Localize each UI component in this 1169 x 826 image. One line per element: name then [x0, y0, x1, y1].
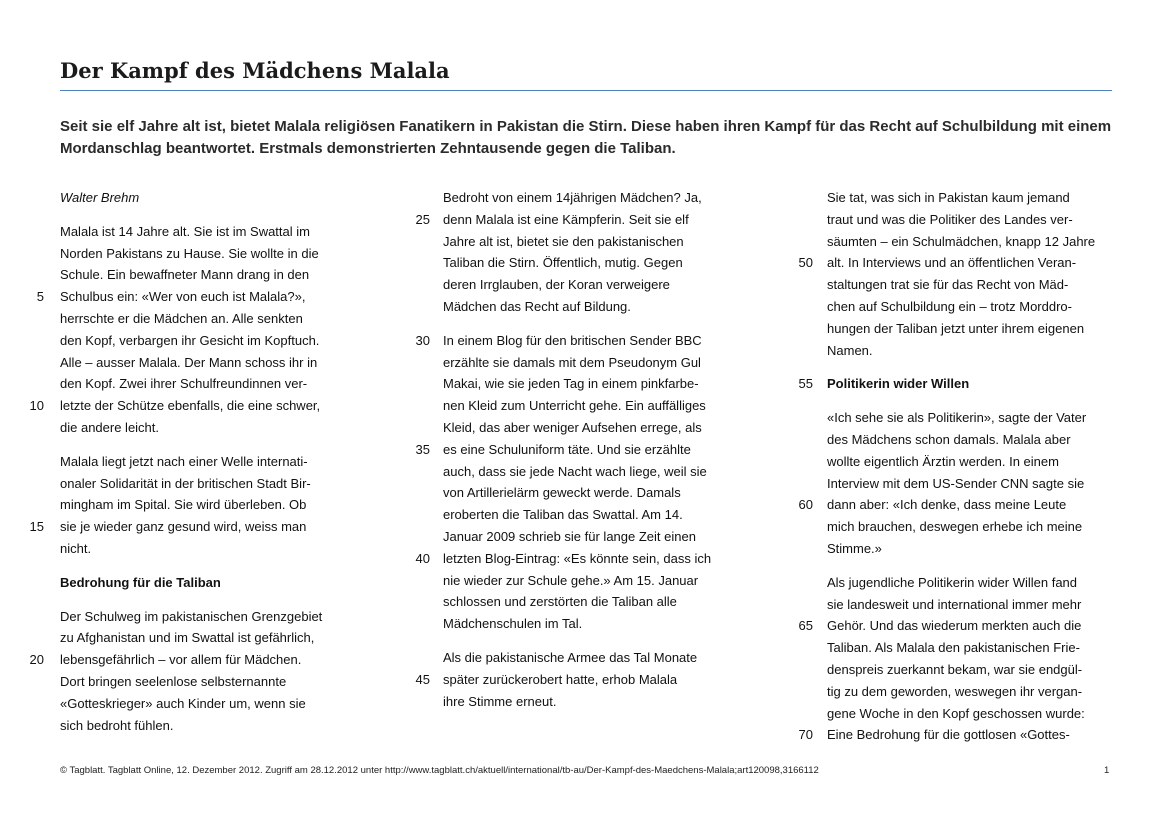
text-line: erzählte sie damals mit dem Pseudonym Gul [443, 354, 701, 370]
paragraph-gap [827, 395, 1095, 407]
text-line: Makai, wie sie jeden Tag in einem pinkfarbe- [443, 376, 699, 392]
paragraph [827, 407, 1095, 560]
text-line: es eine Schuluniform täte. Und sie erzählte [443, 441, 691, 457]
line-number: 35 [415, 441, 430, 457]
paragraph-gap [60, 560, 322, 572]
paragraph [827, 187, 1095, 361]
text-line: Gehör. Und das wiederum merkten auch die [827, 618, 1082, 634]
paragraph [60, 221, 322, 439]
text-line: sich bedroht fühlen. [60, 717, 174, 733]
text-line: Politikerin wider Willen [827, 376, 970, 392]
paragraph-gap [60, 594, 322, 606]
paragraph-gap [443, 318, 711, 330]
text-line: Interview mit dem US-Sender CNN sagte sie [827, 475, 1085, 491]
paragraph-gap [827, 560, 1095, 572]
paragraph [443, 330, 711, 635]
section-heading [827, 373, 1095, 395]
text-line: onaler Solidarität in der britischen Stadt Bir- [60, 475, 311, 491]
text-line: Als die pakistanische Armee das Tal Monate [443, 649, 698, 665]
text-line: Eine Bedrohung für die gottlosen «Gottes- [827, 727, 1070, 743]
text-line: säumten – ein Schulmädchen, knapp 12 Jahre [827, 233, 1096, 249]
text-line: wollte eigentlich Ärztin werden. In einem [827, 453, 1059, 469]
title-divider [60, 90, 1112, 91]
text-line: chen auf Schulbildung ein – trotz Morddro- [827, 298, 1072, 314]
text-line: letzte der Schütze ebenfalls, die eine schwer, [60, 398, 321, 414]
text-line: auch, dass sie jede Nacht wach liege, weil sie [443, 463, 707, 479]
paragraph-gap [60, 439, 322, 451]
text-line: Januar 2009 schrieb sie für lange Zeit einen [443, 528, 696, 544]
paragraph-gap [60, 209, 322, 221]
text-line: Schule. Ein bewaffneter Mann drang in den [60, 267, 310, 283]
paragraph [60, 451, 322, 560]
text-line: nicht. [60, 540, 92, 556]
text-line: mingham im Spital. Sie wird überleben. Ob [60, 497, 307, 513]
text-line: Norden Pakistans zu Hause. Sie wollte in die [60, 245, 319, 261]
text-line: Mädchen das Recht auf Bildung. [443, 298, 631, 314]
text-line: dann aber: «Ich denke, dass meine Leute [827, 497, 1067, 513]
paragraph [443, 647, 711, 712]
paragraph-gap [443, 635, 711, 647]
text-line: alt. In Interviews und an öffentlichen Veran- [827, 255, 1077, 271]
text-line: Bedrohung für die Taliban [60, 574, 221, 590]
text-line: Malala liegt jetzt nach einer Welle internati- [60, 453, 308, 469]
text-line: Kleid, das aber weniger Aufsehen errege, als [443, 419, 702, 435]
line-number: 30 [415, 332, 430, 348]
text-line: Dort bringen seelenlose selbsternannte [60, 673, 287, 689]
text-line: deren Irrglauben, der Koran verweigere [443, 277, 670, 293]
paragraph [827, 572, 1095, 746]
text-line: sie je wieder ganz gesund wird, weiss man [60, 519, 307, 535]
page-number: 1 [1104, 765, 1110, 776]
text-line: traut und was die Politiker des Landes ver- [827, 211, 1073, 227]
source-citation: © Tagblatt. Tagblatt Online, 12. Dezember 2012. Zugriff am 28.12.2012 unter http://www.tagblatt.ch/aktuell/international/tb-au/Der-Kampf-des-Maedchens-Malala;art120098,3166112 [60, 765, 819, 776]
text-line: Der Schulweg im pakistanischen Grenzgebiet [60, 608, 323, 624]
line-number: 15 [29, 519, 44, 535]
line-number: 50 [798, 255, 813, 271]
text-line: tig zu dem geworden, weswegen ihr vergan- [827, 683, 1083, 699]
line-number: 60 [798, 497, 813, 513]
text-line: des Mädchens schon damals. Malala aber [827, 431, 1071, 447]
text-line: nie wieder zur Schule gehe.» Am 15. Januar [443, 572, 699, 588]
text-line: später zurückerobert hatte, erhob Malala [443, 671, 678, 687]
text-line: «Gotteskrieger» auch Kinder um, wenn sie [60, 695, 306, 711]
line-number: 25 [415, 211, 430, 227]
line-number: 5 [36, 289, 44, 305]
text-line: sie landesweit und international immer mehr [827, 596, 1082, 612]
line-number: 65 [798, 618, 813, 634]
text-line: Taliban. Als Malala den pakistanischen Frie- [827, 640, 1080, 656]
text-line: Mädchenschulen im Tal. [443, 616, 583, 632]
line-number: 70 [798, 727, 813, 743]
paragraph [60, 606, 322, 737]
text-line: letzten Blog-Eintrag: «Es könnte sein, dass ich [443, 550, 712, 566]
text-line: In einem Blog für den britischen Sender BBC [443, 332, 702, 348]
text-line: Sie tat, was sich in Pakistan kaum jemand [827, 190, 1070, 205]
text-line: Schulbus ein: «Wer von euch ist Malala?», [60, 289, 306, 305]
text-line: Namen. [827, 342, 873, 358]
text-line: den Kopf, verbargen ihr Gesicht im Kopftuch. [60, 332, 320, 348]
text-line: denspreis zuerkannt bekam, war sie endgül- [827, 661, 1083, 677]
line-number: 40 [415, 550, 430, 566]
text-column-1 [60, 187, 322, 736]
text-line: mich brauchen, deswegen erhebe ich meine [827, 519, 1083, 535]
text-line: die andere leicht. [60, 419, 160, 435]
line-number: 55 [798, 376, 813, 392]
article-title: Der Kampf des Mädchens Malala [60, 58, 450, 83]
article-lead: Seit sie elf Jahre alt ist, bietet Malala religiösen Fanatikern in Pakistan die Stirn. Diese haben ihren Kampf für das Recht auf Schulbildung mit einem Mordanschlag beantwortet. Erstmals demonstrierten Zehntausende gegen die Taliban. [60, 118, 1112, 157]
text-line: Walter Brehm [60, 190, 140, 205]
line-number: 45 [415, 671, 430, 687]
text-line: Bedroht von einem 14jährigen Mädchen? Ja, [443, 190, 702, 205]
text-line: schlossen und zerstörten die Taliban alle [443, 594, 677, 610]
text-line: Taliban die Stirn. Öffentlich, mutig. Gegen [443, 255, 683, 271]
text-line: von Artillerielärm geweckt werde. Damals [443, 485, 681, 501]
section-heading [60, 572, 322, 594]
line-number: 20 [29, 652, 44, 668]
text-line: Alle – ausser Malala. Der Mann schoss ihr in [60, 354, 318, 370]
text-line: eroberten die Taliban das Swattal. Am 14. [443, 507, 683, 523]
text-line: gene Woche in den Kopf geschossen wurde: [827, 705, 1085, 721]
text-line: Stimme.» [827, 540, 882, 556]
text-line: staltungen trat sie für das Recht von Mäd- [827, 277, 1069, 293]
line-number: 10 [29, 398, 44, 414]
text-line: zu Afghanistan und im Swattal ist gefährlich, [60, 630, 315, 646]
text-column-3 [827, 187, 1095, 746]
text-line: nen Kleid zum Unterricht gehe. Ein auffälliges [443, 398, 706, 414]
text-line: ihre Stimme erneut. [443, 693, 557, 709]
text-column-2 [443, 187, 711, 712]
text-line: hungen der Taliban jetzt unter ihrem eigenen [827, 320, 1085, 336]
text-line: den Kopf. Zwei ihrer Schulfreundinnen ver- [60, 376, 308, 392]
text-line: «Ich sehe sie als Politikerin», sagte der Vater [827, 410, 1087, 426]
text-line: herrschte er die Mädchen an. Alle senkten [60, 310, 303, 326]
text-line: denn Malala ist eine Kämpferin. Seit sie elf [443, 211, 689, 227]
paragraph [443, 187, 711, 318]
author-byline [60, 187, 322, 209]
paragraph-gap [827, 361, 1095, 373]
text-line: Malala ist 14 Jahre alt. Sie ist im Swattal im [60, 223, 310, 239]
text-line: Als jugendliche Politikerin wider Willen fand [827, 574, 1078, 590]
text-line: lebensgefährlich – vor allem für Mädchen. [60, 652, 302, 668]
text-line: Jahre alt ist, bietet sie den pakistanischen [443, 233, 684, 249]
